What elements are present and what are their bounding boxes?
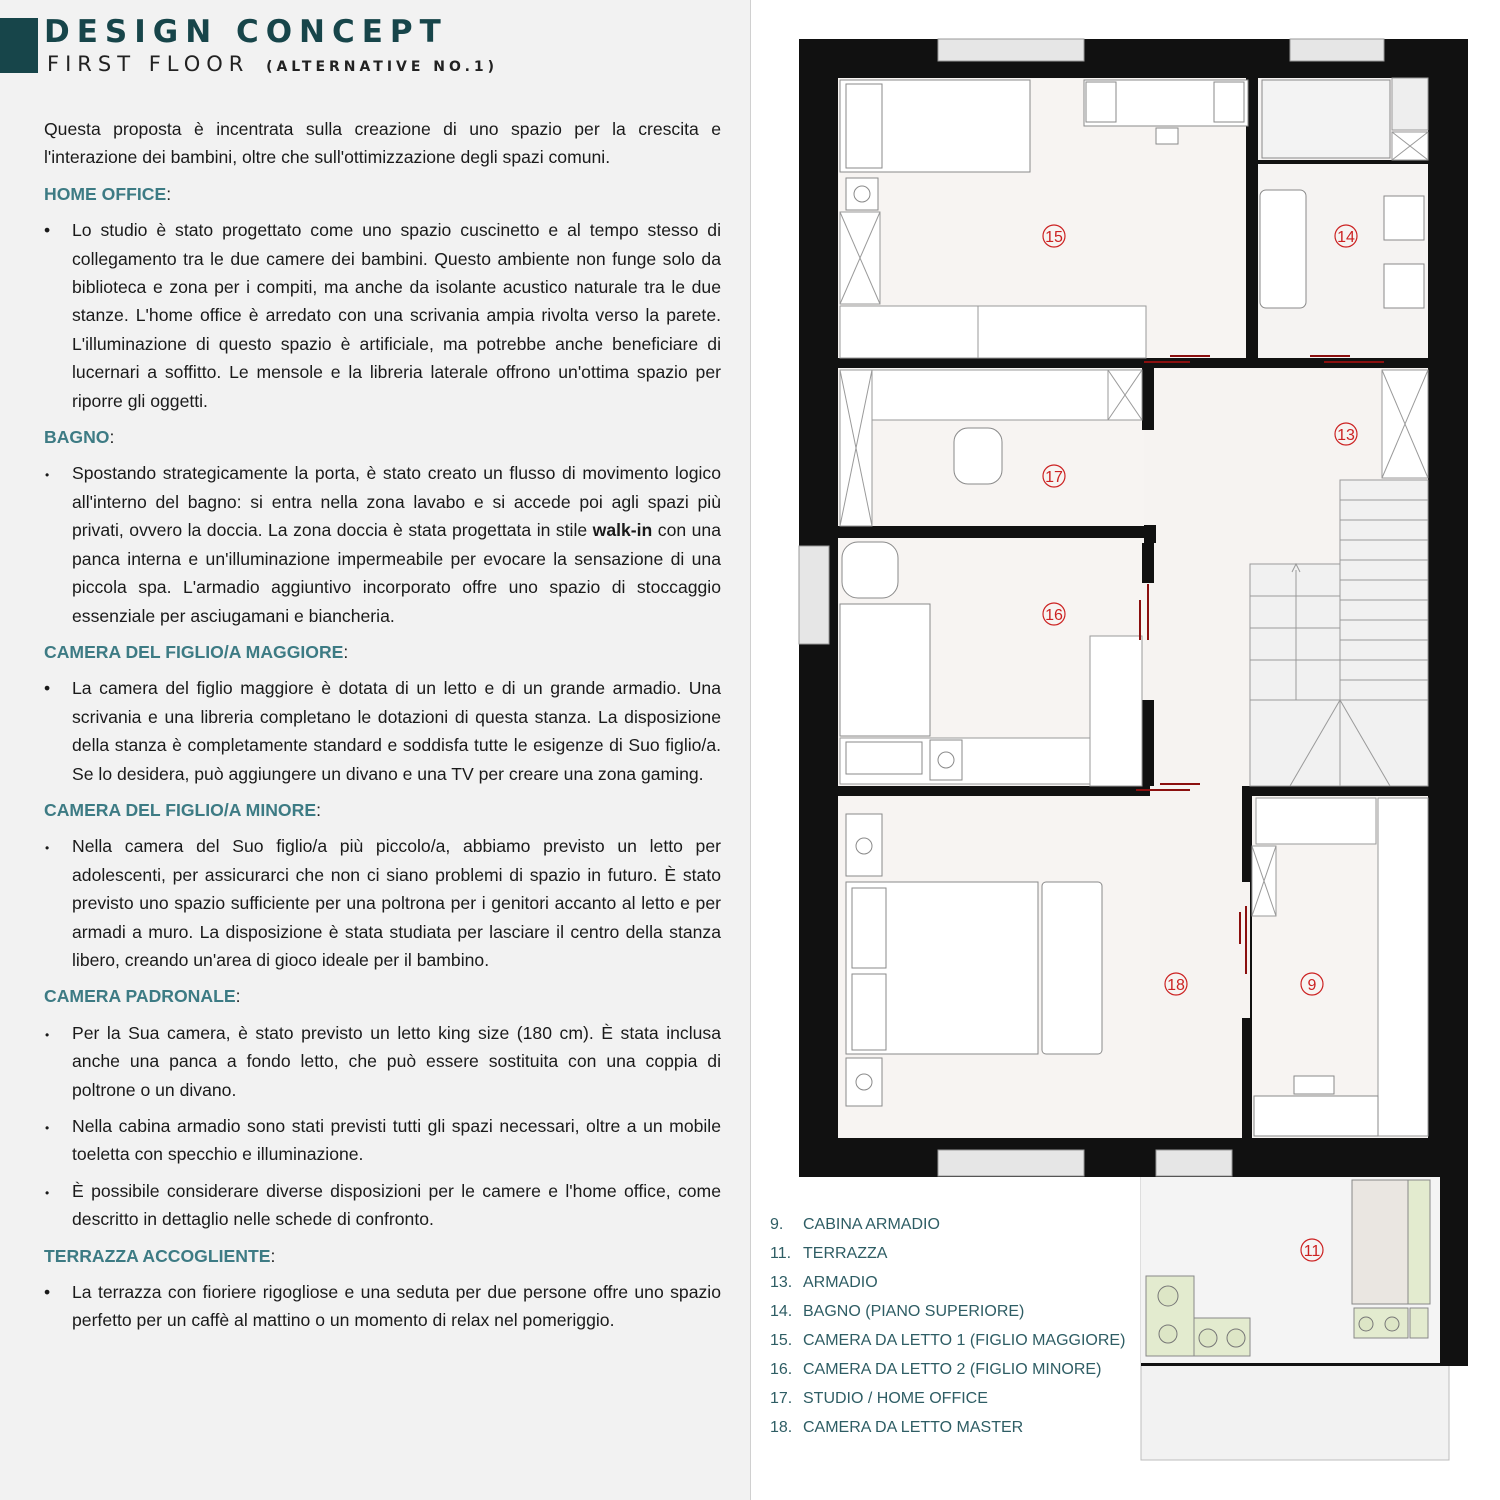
heading-colon: :	[109, 427, 115, 448]
section-heading	[44, 1242, 721, 1270]
legend-number: 18.	[770, 1419, 793, 1436]
section-heading-text: TERRAZZA ACCOGLIENTE	[44, 1245, 271, 1266]
section-heading	[44, 638, 721, 666]
legend-label: CAMERA DA LETTO 1 (FIGLIO MAGGIORE)	[803, 1332, 1126, 1349]
heading-colon: :	[270, 1245, 276, 1266]
title-accent-bar	[0, 18, 38, 73]
legend-label: CAMERA DA LETTO MASTER	[803, 1419, 1024, 1436]
legend-item	[770, 1328, 1125, 1357]
section-heading-text: CAMERA PADRONALE	[44, 986, 236, 1007]
legend-number: 14.	[770, 1303, 793, 1320]
room-label-13: 13	[1337, 427, 1355, 444]
legend-label: TERRAZZA	[803, 1245, 888, 1262]
bullet-item: • È possibile considerare diverse disposizioni per le camere e l'home office, come descritto in dettaglio nelle schede di confronto.	[44, 1177, 721, 1234]
page-subtitle	[47, 52, 498, 76]
chair-room-17	[954, 428, 1002, 484]
armchair-room-16	[842, 542, 898, 598]
bullet-item: • La camera del figlio maggiore è dotata di un letto e di un grande armadio. Una scrivania e una libreria completano le dotazioni di questa stanza. La disposizione della stanza è completamente standard e soddisfa tutte le esigenze di Suo figlio/a. Se lo desidera, può aggiungere un divano e una TV per creare una zona gaming.	[44, 674, 721, 788]
legend-number: 17.	[770, 1390, 793, 1407]
legend-label: CAMERA DA LETTO 2 (FIGLIO MINORE)	[803, 1361, 1102, 1378]
sink-left	[1260, 190, 1306, 308]
legend-item	[770, 1270, 1125, 1299]
legend-item	[770, 1212, 1125, 1241]
heading-colon: :	[316, 799, 321, 820]
legend-number: 16.	[770, 1361, 793, 1378]
legend-item	[770, 1415, 1125, 1444]
bullet-item: • La terrazza con fioriere rigogliose e una seduta per due persone offre uno spazio perfetto per un caffè al mattino o un momento di relax nel pomeriggio.	[44, 1278, 721, 1335]
hall-floor-lower	[1150, 786, 1250, 1138]
room-label-14: 14	[1337, 229, 1355, 246]
legend-item	[770, 1357, 1125, 1386]
legend-number: 9.	[770, 1216, 784, 1233]
section-heading	[44, 423, 721, 451]
bullet-item: • Nella cabina armadio sono stati previsti tutti gli spazi necessari, oltre a un mobile toeletta con specchio e illuminazione.	[44, 1112, 721, 1169]
heading-colon: :	[343, 641, 349, 662]
room-label-11: 11	[1303, 1243, 1321, 1260]
legend-label: CABINA ARMADIO	[803, 1216, 940, 1233]
bullet-item: • Spostando strategicamente la porta, è stato creato un flusso di movimento logico all'interno del bagno: si entra nella zona lavabo e si accede poi agli spazi più privati, ovvero la doccia. La zona doccia è stata progettata in stile walk-in con una panca interna e un'illuminazione impermeabile per evocare la sensazione di una piccola spa. L'armadio aggiuntivo incorporato offre uno spazio di stoccaggio essenziale per asciugamani e biancheria.	[44, 459, 721, 629]
heading-colon: :	[166, 183, 172, 204]
description-text	[44, 115, 721, 1343]
legend	[770, 1212, 1125, 1444]
alternative-label: (ALTERNATIVE NO.1)	[266, 59, 499, 75]
room-label-17: 17	[1045, 469, 1063, 486]
section-heading-text: BAGNO	[44, 427, 110, 448]
section-heading	[44, 982, 721, 1010]
heading-colon: :	[235, 986, 241, 1007]
section-heading-text: HOME OFFICE	[44, 183, 167, 204]
terrace-wall	[1440, 1176, 1468, 1366]
bullet-item: • Nella camera del Suo figlio/a più piccolo/a, abbiamo previsto un letto per adolescenti, per assicurarci che non ci siano problemi di spazio in futuro. È stato previsto uno spazio sufficiente per una poltrona per i genitori accanto al letto e per armadi a muro. La disposizione è stata studiata per lasciare il centro della stanza libero, creando un'area di gioco ideale per il bambino.	[44, 832, 721, 974]
legend-item	[770, 1241, 1125, 1270]
shower	[1262, 80, 1390, 158]
room-label-15: 15	[1045, 229, 1063, 246]
page-title: DESIGN CONCEPT	[44, 14, 448, 50]
bullet-item: • Lo studio è stato progettato come uno spazio cuscinetto e al tempo stesso di collegamento tra le due camere dei bambini. Questo ambiente non funge solo da biblioteca e zona per i compiti, ma anche da isolante acustico naturale tra le due stanze. L'home office è arredato con una scrivania ampia rivolta verso la parete. L'illuminazione di questo spazio è artificiale, ma potrebbe anche beneficiare di lucernari a soffitto. Le mensole e la libreria laterale offrono un'ottima spazio per riporre gli oggetti.	[44, 216, 721, 415]
room-label-16: 16	[1045, 607, 1063, 624]
terrace-floor-line	[1141, 1363, 1468, 1366]
legend-number: 13.	[770, 1274, 793, 1291]
floor-name: FIRST FLOOR	[47, 52, 250, 76]
bullet-item: • Per la Sua camera, è stato previsto un letto king size (180 cm). È stata inclusa anche una panca a fondo letto, che può essere sostituita con una coppia di poltrone o un divano.	[44, 1019, 721, 1104]
sections	[44, 180, 721, 1335]
bed-room-16	[840, 604, 930, 736]
section-heading	[44, 796, 721, 824]
section-heading	[44, 180, 721, 208]
legend-label: BAGNO (PIANO SUPERIORE)	[803, 1303, 1025, 1320]
intro-paragraph: Questa proposta è incentrata sulla creazione di uno spazio per la crescita e l'interazione dei bambini, oltre che sull'ottimizzazione degli spazi comuni.	[44, 119, 721, 168]
legend-item	[770, 1299, 1125, 1328]
legend-number: 15.	[770, 1332, 793, 1349]
legend-number: 11.	[770, 1245, 792, 1262]
legend-label: STUDIO / HOME OFFICE	[803, 1390, 988, 1407]
room-label-18: 18	[1167, 977, 1185, 994]
legend-item	[770, 1386, 1125, 1415]
section-heading-text: CAMERA DEL FIGLIO/A MINORE	[44, 799, 317, 820]
room-label-9: 9	[1307, 977, 1317, 994]
section-heading-text: CAMERA DEL FIGLIO/A MAGGIORE	[44, 641, 344, 662]
legend-label: ARMADIO	[803, 1274, 878, 1291]
